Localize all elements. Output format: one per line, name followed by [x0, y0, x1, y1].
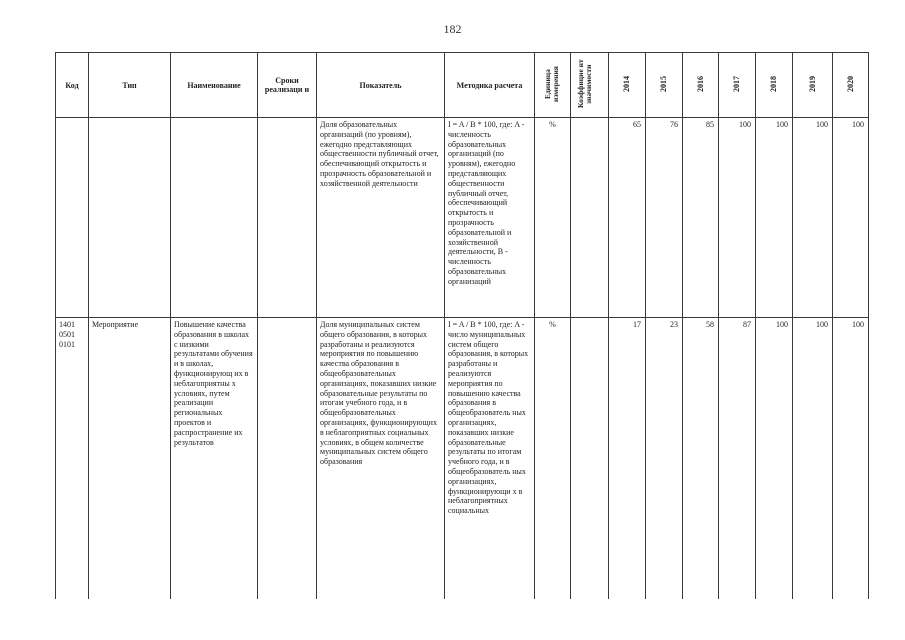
table-row: [56, 118, 869, 318]
indicators-table: [55, 52, 869, 599]
cell-value-2020: 100: [833, 318, 869, 600]
header-year-2020: 2020: [833, 53, 869, 118]
cell-indicator: Доля муниципальных систем общего образования, в которых разработаны и реализуются мероприятия по повышению качества образования в общеобразовательных организациях, показавших низкие образовательные результаты по итогам учебного года, и в общеобразовательных организациях, функционирующих в неблагоприятных социальных условиях, в общем количестве муниципальных систем общего образования: [317, 318, 445, 600]
header-code: Код: [56, 53, 89, 118]
cell-method: I = A / B * 100, где: A - численность образовательных организаций (по уровням), ежегодно представляющих общественности публичный отчет, обеспечивающий открытость и прозрачность образовательной и хозяйственной деятельности, B - численность образовательных организаций: [445, 118, 535, 318]
cell-value-2014: 17: [609, 318, 646, 600]
cell-name: Повышение качества образования в школах с низкими результатами обучения и в школах, функционирующ их в неблагоприятны х условиях, путем реализации региональных проектов и распространение их результатов: [171, 318, 258, 600]
cell-coef: [571, 118, 609, 318]
header-coef: Коэффицие нт значимости: [571, 53, 609, 118]
cell-value-2016: 58: [683, 318, 719, 600]
header-terms: Сроки реализаци и: [258, 53, 317, 118]
cell-type: Мероприятие: [89, 318, 171, 600]
cell-value-2017: 100: [719, 118, 756, 318]
header-year-2014: 2014: [609, 53, 646, 118]
cell-value-2018: 100: [756, 118, 793, 318]
header-name: Наименование: [171, 53, 258, 118]
cell-value-2016: 85: [683, 118, 719, 318]
cell-unit: %: [535, 118, 571, 318]
header-year-2019: 2019: [793, 53, 833, 118]
page-number: 182: [443, 22, 462, 36]
cell-code: [56, 118, 89, 318]
cell-value-2015: 76: [646, 118, 683, 318]
cell-unit: %: [535, 318, 571, 600]
cell-indicator: Доля образовательных организаций (по уровням), ежегодно представляющих общественности публичный отчет, обеспечивающий открытость и прозрачность образовательной и хозяйственной деятельности: [317, 118, 445, 318]
cell-name: [171, 118, 258, 318]
cell-coef: [571, 318, 609, 600]
header-year-2017: 2017: [719, 53, 756, 118]
cell-terms: [258, 118, 317, 318]
cell-value-2015: 23: [646, 318, 683, 600]
table-row: [56, 318, 869, 600]
cell-value-2019: 100: [793, 118, 833, 318]
cell-type: [89, 118, 171, 318]
cell-method: I = A / B * 100, где: A - число муниципальных систем общего образования, в которых разработаны и реализуются мероприятия по повышению качества образования в общеобразователь ных организациях, показавших низкие образовательные результаты по итогам учебного года, и в общеобразователь ных организациях, функционирующи х в неблагоприятных социальных: [445, 318, 535, 600]
header-row: [56, 53, 869, 118]
header-year-2018: 2018: [756, 53, 793, 118]
header-method: Методика расчета: [445, 53, 535, 118]
header-year-2016: 2016: [683, 53, 719, 118]
cell-value-2020: 100: [833, 118, 869, 318]
cell-value-2017: 87: [719, 318, 756, 600]
header-year-2015: 2015: [646, 53, 683, 118]
header-unit: Единица измерения: [535, 53, 571, 118]
cell-code: 1401 0501 0101: [56, 318, 89, 600]
cell-value-2014: 65: [609, 118, 646, 318]
cell-value-2018: 100: [756, 318, 793, 600]
header-type: Тип: [89, 53, 171, 118]
cell-terms: [258, 318, 317, 600]
header-indicator: Показатель: [317, 53, 445, 118]
cell-value-2019: 100: [793, 318, 833, 600]
